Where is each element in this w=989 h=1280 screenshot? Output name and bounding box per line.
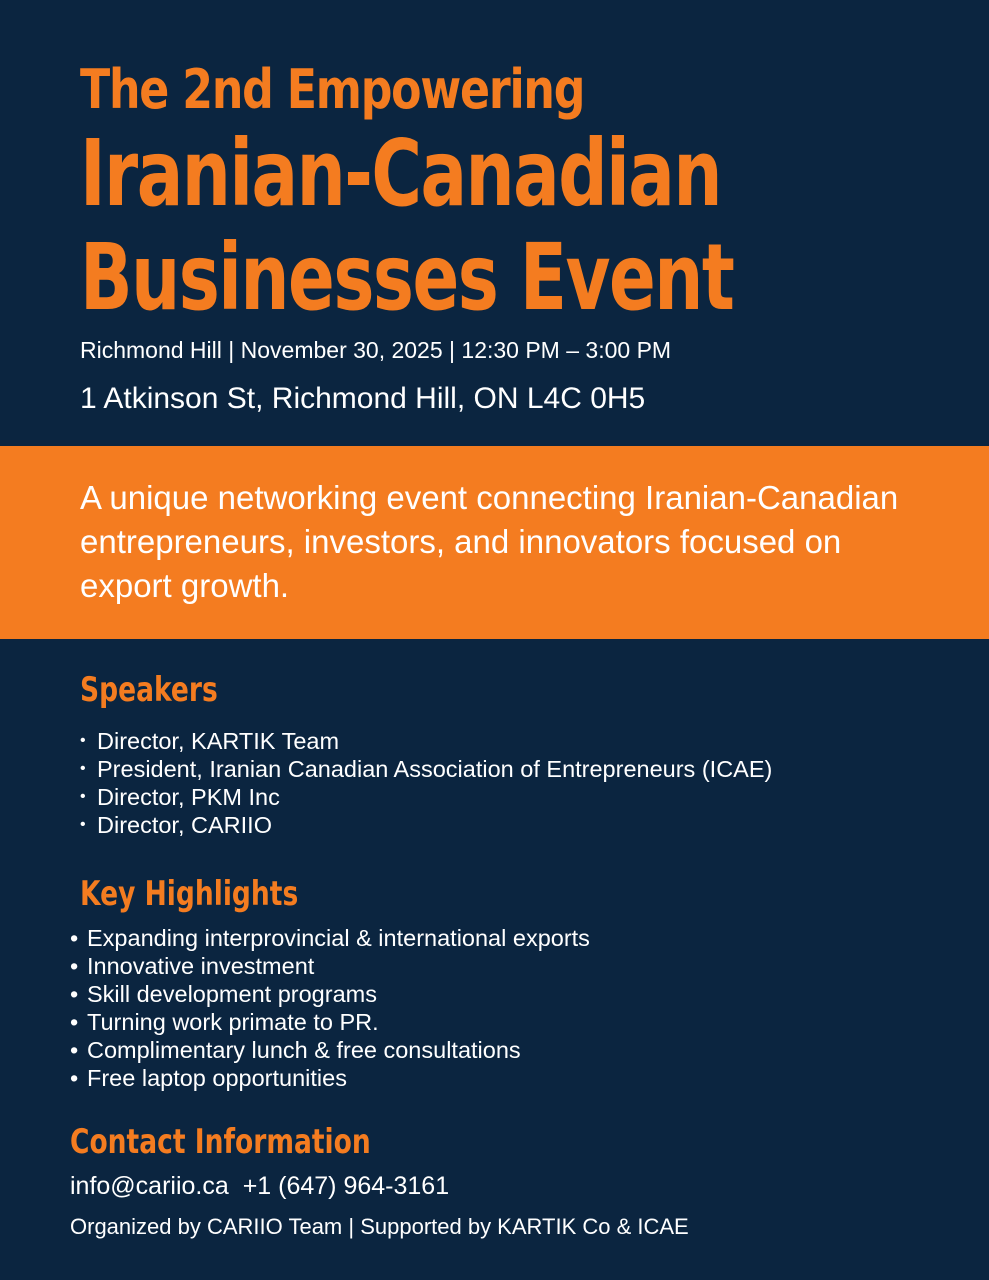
title-line-1: The 2nd Empowering bbox=[80, 58, 585, 121]
speaker-item: • President, Iranian Canadian Association of Entrepreneurs (ICAE) bbox=[80, 755, 772, 783]
speakers-heading: Speakers bbox=[80, 670, 218, 710]
contact-line bbox=[70, 1172, 449, 1201]
speaker-item: • Director, PKM Inc bbox=[80, 783, 772, 811]
title-line-3: Businesses Event bbox=[80, 224, 734, 331]
title-line-2: Iranian-Canadian bbox=[80, 120, 721, 227]
highlights-heading: Key Highlights bbox=[80, 874, 299, 914]
event-details: Richmond Hill | November 30, 2025 | 12:30 PM – 3:00 PM bbox=[80, 337, 672, 363]
event-description: A unique networking event connecting Iranian-Canadian entrepreneurs, investors, and innovators focused on export growth. bbox=[80, 479, 899, 604]
highlight-item: • Expanding interprovincial & international exports bbox=[70, 924, 590, 952]
speaker-item: • Director, CARIIO bbox=[80, 811, 772, 839]
event-title bbox=[80, 58, 951, 330]
speakers-list bbox=[80, 727, 772, 839]
speaker-item: • Director, KARTIK Team bbox=[80, 727, 772, 755]
highlight-item: • Free laptop opportunities bbox=[70, 1064, 590, 1092]
highlights-list bbox=[70, 924, 590, 1092]
description-banner bbox=[0, 446, 989, 639]
event-address: 1 Atkinson St, Richmond Hill, ON L4C 0H5 bbox=[80, 382, 646, 415]
organizer-credits: Organized by CARIIO Team | Supported by KARTIK Co & ICAE bbox=[70, 1214, 689, 1239]
highlight-item: • Turning work primate to PR. bbox=[70, 1008, 590, 1036]
highlight-item: • Innovative investment bbox=[70, 952, 590, 980]
highlight-item: • Skill development programs bbox=[70, 980, 590, 1008]
highlight-item: • Complimentary lunch & free consultations bbox=[70, 1036, 590, 1064]
contact-heading: Contact Information bbox=[70, 1122, 371, 1162]
contact-phone[interactable]: +1 (647) 964-3161 bbox=[242, 1172, 450, 1200]
contact-email[interactable]: info@cariio.ca bbox=[70, 1172, 229, 1200]
